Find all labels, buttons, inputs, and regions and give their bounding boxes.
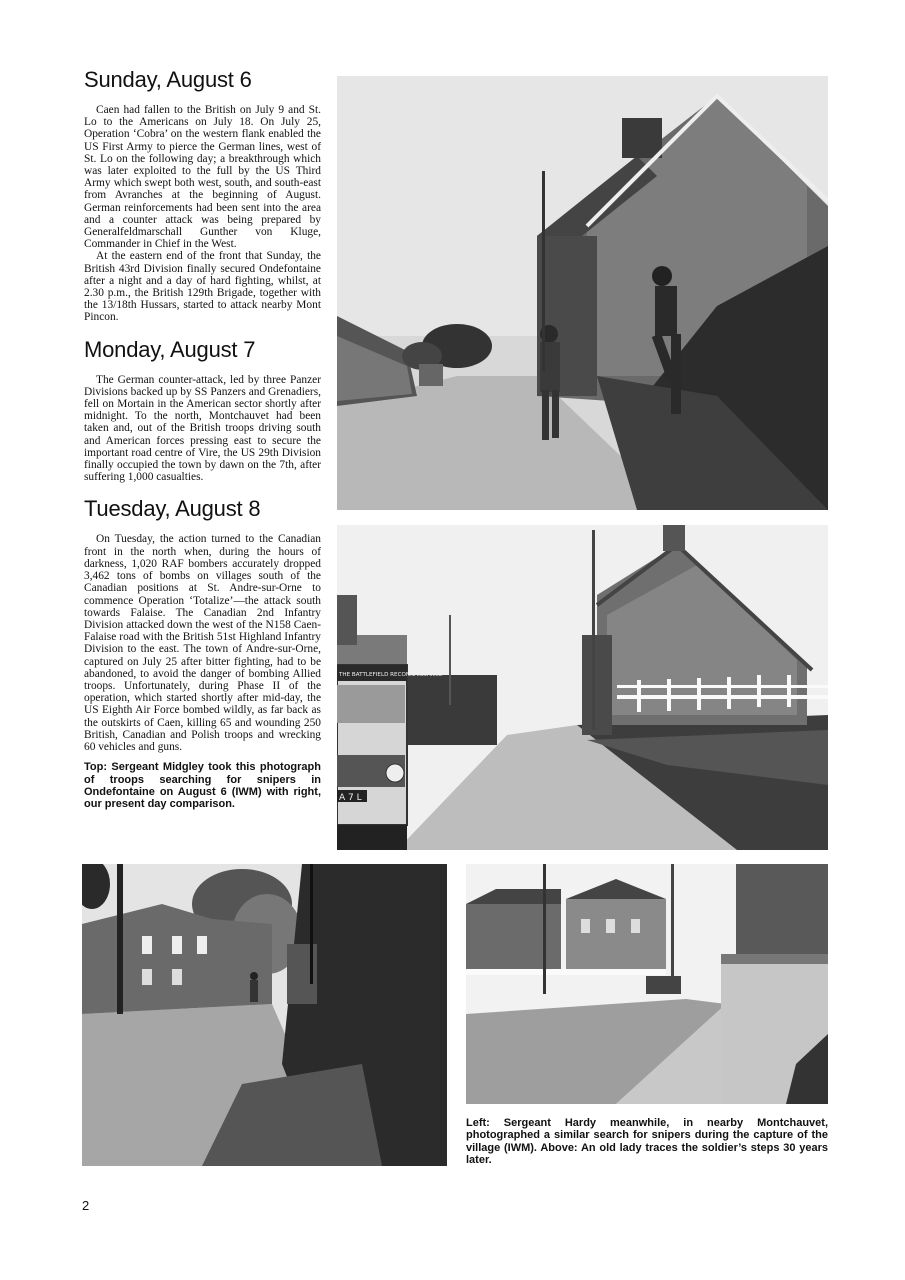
- caption-top: Top: Sergeant Midgley took this photograph of troops searching for snipers in Ondefontaine on August 6 (IWM) with right, our present day comparison.: [84, 761, 321, 811]
- page-number: 2: [82, 1198, 90, 1213]
- paragraph-sunday-2: At the eastern end of the front that Sunday, the British 43rd Division finally secured Ondefontaine after a night and a day of hard fighting, whilst, at 2.30 p.m., the British 129th Brigade, together with the 13/18th Hussars, started to attack nearby Mont Pincon.: [84, 250, 321, 324]
- vehicle-plate: A 7 L: [339, 793, 362, 803]
- section-heading-sunday: Sunday, August 6: [84, 67, 252, 92]
- photo-ondefontaine-present: [337, 525, 828, 850]
- photo-montchauvet-1944: [82, 864, 447, 1166]
- paragraph-monday-1: The German counter-attack, led by three Panzer Divisions backed up by SS Panzers and Grenadiers, fell on Mortain in the American sector shortly after midnight. To the north, Montchauvet had been taken and, out of the British troops driving south and American forces pressing east to secure the important road centre of Vire, the US 29th Division finally occupied the town by dawn on the 7th, after suffering 1,000 casualties.: [84, 373, 321, 484]
- caption-bottom: Left: Sergeant Hardy meanwhile, in nearby Montchauvet, photographed a similar search for snipers during the capture of the village (IWM). Above: An old lady traces the soldier’s steps 30 years later.: [466, 1117, 828, 1167]
- paragraph-tuesday-1: On Tuesday, the action turned to the Canadian front in the north when, during the hours of darkness, 1,020 RAF bombers accurately dropped 3,462 tons of bombs on villages south of the Canadian positions at St. Andre-sur-Orne to commence Operation ‘Totalize’—the attack south towards Falaise. The Canadian 2nd Infantry Division attacked down the west of the N158 Caen-Falaise road with the British 51st Highland Infantry Division to the east. The town of Andre-sur-Orne, captured on July 25 after bitter fighting, had to be abandoned, to avoid the danger of bombing Allied troops. Unfortunately, during Phase II of the operation, which started shortly after mid-day, the US Eighth Air Force bombed wildly, as far back as the outskirts of Caen, killing 65 and wounding 250 British, Canadian and Polish troops and wrecking 60 vehicles and guns.: [84, 533, 321, 753]
- section-heading-monday: Monday, August 7: [84, 336, 256, 362]
- paragraph-sunday-1: Caen had fallen to the British on July 9 and St. Lo to the Americans on July 18. On July 25, Operation ‘Cobra’ on the western flank enabled the US First Army to pierce the German lines, west of St. Lo on the following day; a breakthrough which was later exploited to the full by the US Third Army which swept both west, south, and south-east from Avranches at the beginning of August. German reinforcements had been sent into the area and a counter attack was being prepared by Generalfeldmarschall Gunther von Kluge, Commander in Chief in the West.: [84, 104, 321, 251]
- photo-ondefontaine-1944: [337, 76, 828, 510]
- photo-montchauvet-present: [466, 864, 828, 1104]
- vehicle-sign: THE BATTLEFIELD RECONNAISSANCE: [339, 672, 443, 678]
- section-heading-tuesday: Tuesday, August 8: [84, 496, 261, 522]
- text-column: [84, 66, 321, 811]
